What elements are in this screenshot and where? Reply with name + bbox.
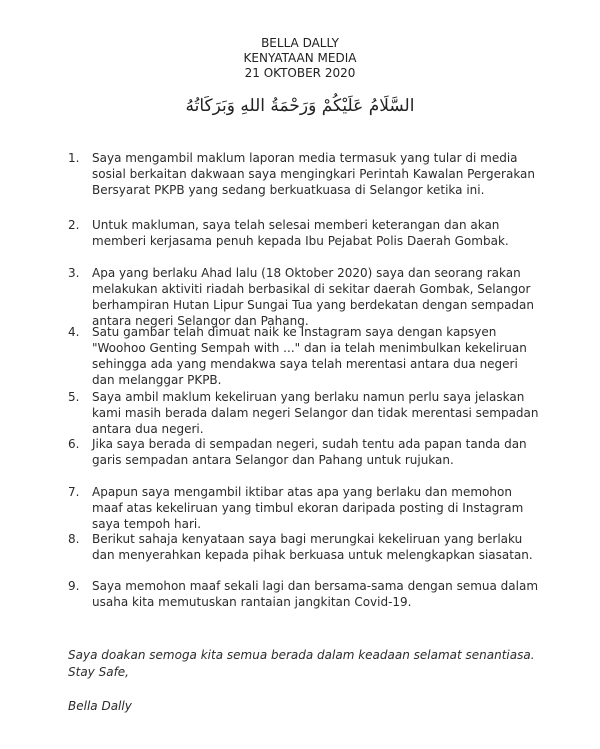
item-number: 5. bbox=[68, 390, 80, 404]
statement-date: 21 OKTOBER 2020 bbox=[244, 66, 356, 80]
statement-title: KENYATAAN MEDIA bbox=[243, 51, 357, 65]
author-name: BELLA DALLY bbox=[261, 36, 339, 50]
item-number: 2. bbox=[68, 218, 80, 232]
item-number: 3. bbox=[68, 266, 80, 280]
item-text: Satu gambar telah dimuat naik ke Instagram saya dengan kapsyen "Woohoo Genting Sempah with ..." dan ia telah menimbulkan kekeliruan sehingga ada yang mendakwa saya telah merentasi antara dua negeri dan melanggar PKPB. bbox=[92, 325, 527, 387]
item-text: Saya memohon maaf sekali lagi dan bersama-sama dengan semua dalam usaha kita memutuskan rantaian jangkitan Covid-19. bbox=[92, 579, 539, 609]
item-number: 8. bbox=[68, 532, 80, 546]
item-text: Saya ambil maklum kekeliruan yang berlaku namun perlu saya jelaskan kami masih berada dalam negeri Selangor dan tidak merentasi sempadan antara dua negeri. bbox=[92, 390, 539, 436]
item-text: Saya mengambil maklum laporan media termasuk yang tular di media sosial berkaitan dakwaan saya mengingkari Perintah Kawalan Pergerakan Bersyarat PKPB yang sedang berkuatkuasa di Selangor ketika ini. bbox=[92, 151, 536, 197]
item-number: 1. bbox=[68, 151, 80, 165]
statement-header bbox=[0, 36, 600, 81]
item-text: Untuk makluman, saya telah selesai memberi keterangan dan akan memberi kerjasama penuh kepada Ibu Pejabat Polis Daerah Gombak. bbox=[92, 218, 509, 248]
item-text: Jika saya berada di sempadan negeri, sudah tentu ada papan tanda dan garis sempadan antara Selangor dan Pahang untuk rujukan. bbox=[92, 437, 527, 467]
signature-name: Bella Dally bbox=[68, 699, 132, 713]
item-number: 9. bbox=[68, 579, 80, 593]
item-text: Berikut sahaja kenyataan saya bagi merungkai kekeliruan yang berlaku dan menyerahkan kepada pihak berkuasa untuk melengkapkan siasatan. bbox=[92, 532, 533, 562]
item-number: 6. bbox=[68, 437, 80, 451]
closing-wish: Saya doakan semoga kita semua berada dalam keadaan selamat senantiasa. bbox=[68, 648, 535, 662]
closing-stay-safe: Stay Safe, bbox=[68, 665, 129, 679]
item-number: 4. bbox=[68, 325, 80, 339]
item-text: Apa yang berlaku Ahad lalu (18 Oktober 2020) saya dan seorang rakan melakukan aktiviti riadah berbasikal di sekitar daerah Gombak, Selangor berhampiran Hutan Lipur Sungai Tua yang berdekatan dengan sempadan antara negeri Selangor dan Pahang. bbox=[92, 266, 535, 328]
arabic-greeting: السَّلَامُ عَلَيْكُمْ وَرَحْمَةُ اللهِ وَبَرَكَاتُهُ bbox=[185, 96, 415, 116]
item-number: 7. bbox=[68, 485, 80, 499]
item-text: Apapun saya mengambil iktibar atas apa yang berlaku dan memohon maaf atas kekeliruan yang timbul ekoran daripada posting di Instagram saya tempoh hari. bbox=[92, 485, 524, 531]
